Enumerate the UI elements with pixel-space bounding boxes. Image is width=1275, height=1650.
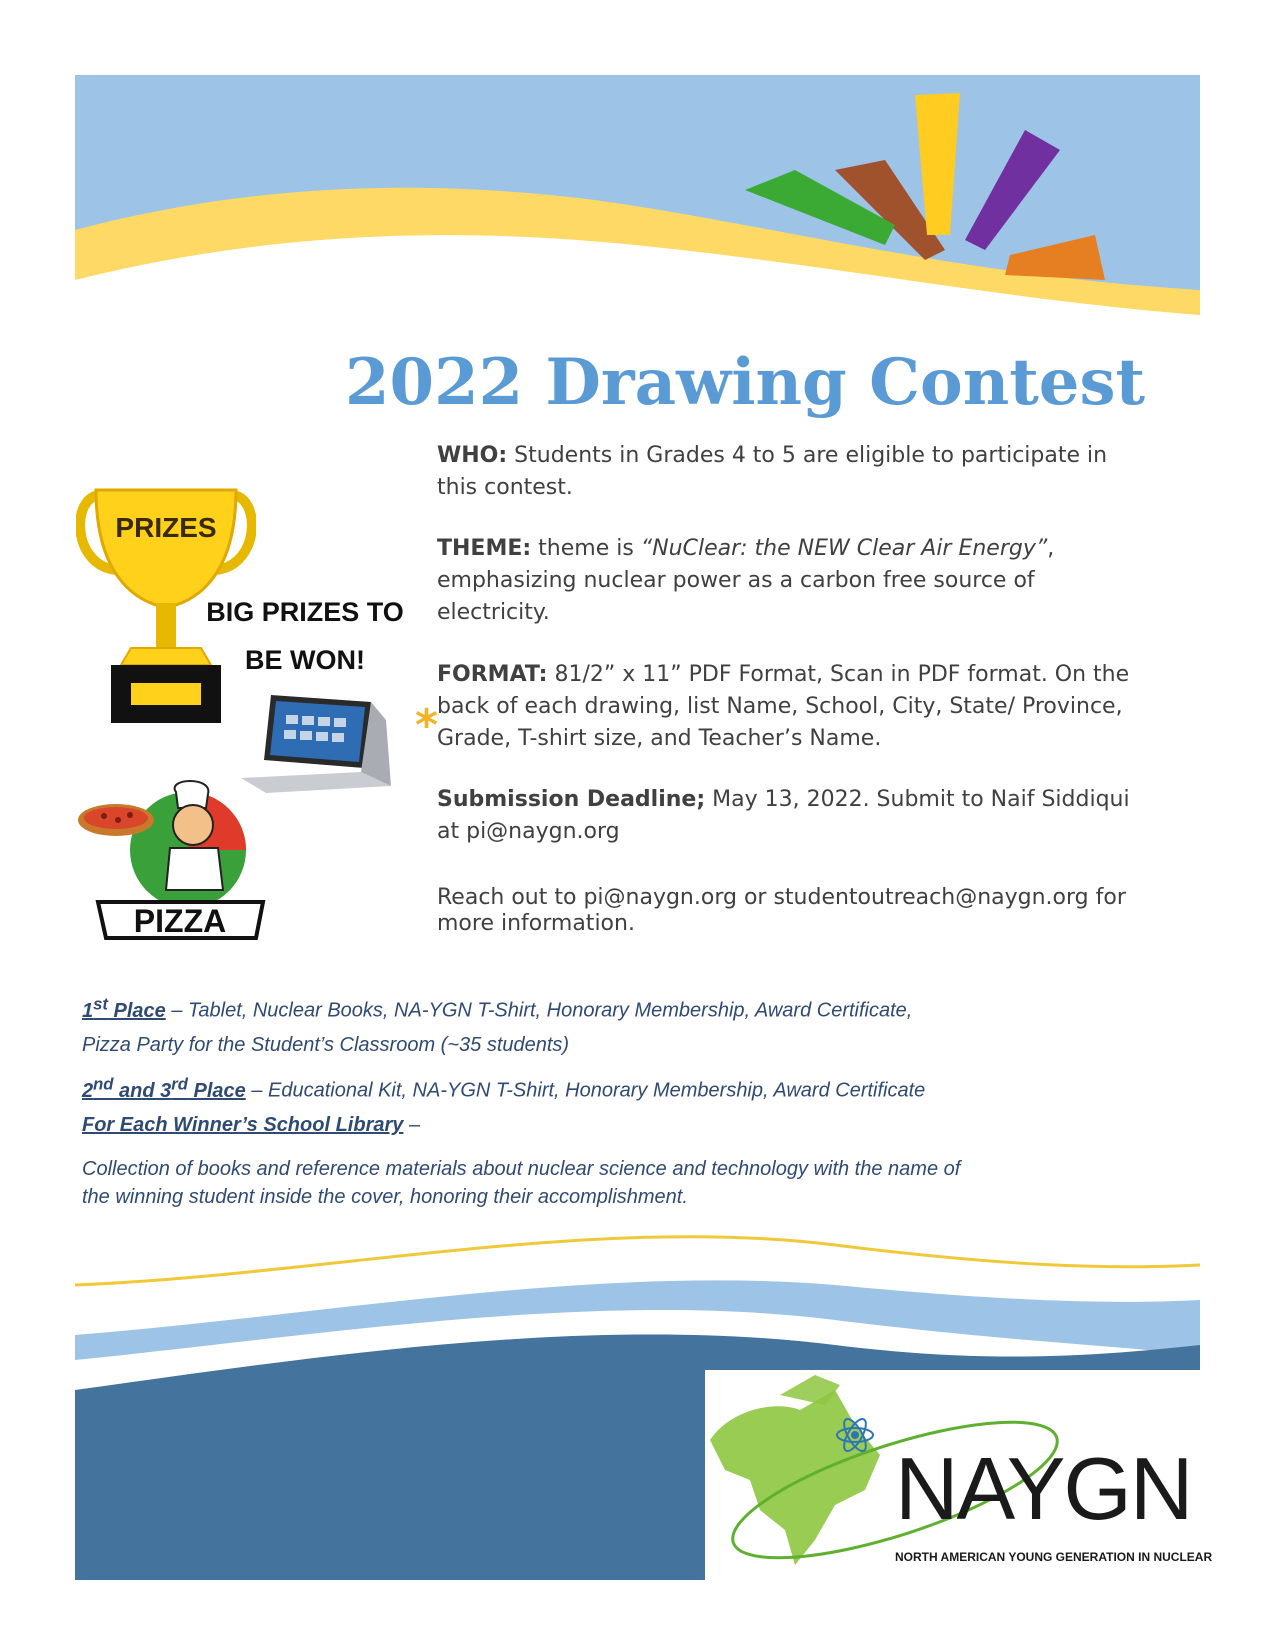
header-banner [75, 75, 1200, 340]
naygn-logo [705, 1370, 1213, 1580]
deadline-label: Submission Deadline; [437, 787, 706, 812]
first-place-text: – Tablet, Nuclear Books, NA-YGN T-Shirt, Honorary Membership, Award Certificate, [165, 999, 913, 1022]
pizza-chef-icon [78, 780, 278, 945]
second-third-place-label: 2nd and 3rd Place [82, 1074, 246, 1102]
logo-letters: NAYGN [895, 1439, 1192, 1538]
theme-text-before: theme is [531, 536, 641, 561]
second-third-place-line [82, 1074, 962, 1103]
who-label: WHO: [437, 443, 508, 468]
library-label: For Each Winner’s School Library [82, 1114, 404, 1136]
page-title: 2022 Drawing Contest [345, 345, 1146, 420]
format-text: 81/2” x 11” PDF Format, Scan in PDF format. On the back of each drawing, list Name, School, City, State/ Province, Grade, T-shirt size, and Teacher’s Name. [437, 662, 1130, 751]
who-text: Students in Grades 4 to 5 are eligible to participate in this contest. [437, 443, 1108, 500]
first-place-label: 1st Place [82, 994, 166, 1022]
big-prizes-line-1: BIG PRIZES TO [206, 597, 404, 627]
theme-quote: “NuClear: the NEW Clear Air Energy” [640, 536, 1048, 561]
big-prizes-text [205, 588, 405, 684]
asterisk-mark: * [415, 700, 439, 751]
theme-text-after: , emphasizing nuclear power as a carbon free source of electricity. [437, 536, 1055, 625]
reach-out-paragraph: Reach out to pi@naygn.org or studentoutreach@naygn.org for more information. [437, 885, 1126, 936]
trophy-label: PRIZES [115, 512, 217, 543]
deadline-text: May 13, 2022. Submit to Naif Siddiqui at pi@naygn.org [437, 787, 1130, 844]
second-third-place-text: – Educational Kit, NA-YGN T-Shirt, Honorary Membership, Award Certificate [245, 1079, 926, 1102]
who-paragraph [437, 440, 1137, 504]
first-place-line [82, 994, 962, 1023]
first-place-line-2: Pizza Party for the Student’s Classroom (~35 students) [82, 1034, 570, 1056]
deadline-paragraph [437, 784, 1137, 848]
theme-paragraph [437, 533, 1137, 629]
big-prizes-line-2: BE WON! [245, 645, 365, 675]
library-text: Collection of books and reference materials about nuclear science and technology with the name of the winning student inside the cover, honoring their accomplishment. [82, 1158, 961, 1208]
library-dash: – [403, 1114, 421, 1136]
theme-label: THEME: [437, 536, 532, 561]
library-heading [82, 1114, 962, 1137]
pizza-label: PIZZA [133, 903, 227, 939]
format-paragraph [437, 659, 1137, 755]
format-label: FORMAT: [437, 662, 548, 687]
logo-subtitle: NORTH AMERICAN YOUNG GENERATION IN NUCLEAR [895, 1550, 1213, 1564]
